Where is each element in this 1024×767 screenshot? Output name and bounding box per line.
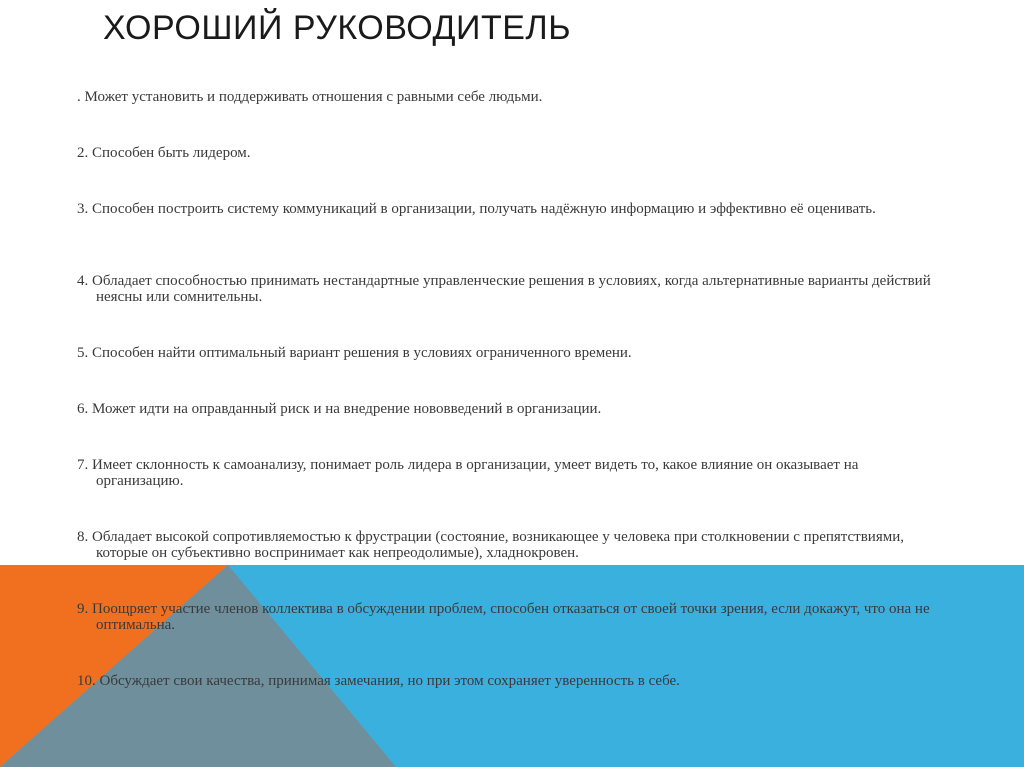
list-item: 10. Обсуждает свои качества, принимая замечания, но при этом сохраняет уверенность в себе.: [77, 673, 680, 689]
list-item: 6. Может идти на оправданный риск и на внедрение нововведений в организации.: [77, 401, 602, 417]
list-item: 8. Обладает высокой сопротивляемостью к фрустрации (состояние, возникающее у человека при столкновении с препятствиями, которые он субъективно воспринимает как непреодолимые), хладнокровен.: [77, 529, 905, 561]
list-item: 3. Способен построить систему коммуникаций в организации, получать надёжную информацию и эффективно её оценивать.: [77, 201, 876, 217]
list-item: . Может установить и поддерживать отношения с равными себе людьми.: [77, 89, 543, 105]
list-item: 7. Имеет склонность к самоанализу, понимает роль лидера в организации, умеет видеть то, какое влияние он оказывает на организацию.: [77, 457, 859, 489]
list-item: 9. Поощряет участие членов коллектива в обсуждении проблем, способен отказаться от своей точки зрения, если докажут, что она не оптимальна.: [77, 601, 930, 633]
list-item: 2. Способен быть лидером.: [77, 145, 251, 161]
list-item: 4. Обладает способностью принимать нестандартные управленческие решения в условиях, когда альтернативные варианты действий неясны или сомнительны.: [77, 273, 931, 305]
slide-title: ХОРОШИЙ РУКОВОДИТЕЛЬ: [103, 9, 572, 47]
list-item: 5. Способен найти оптимальный вариант решения в условиях ограниченного времени.: [77, 345, 632, 361]
